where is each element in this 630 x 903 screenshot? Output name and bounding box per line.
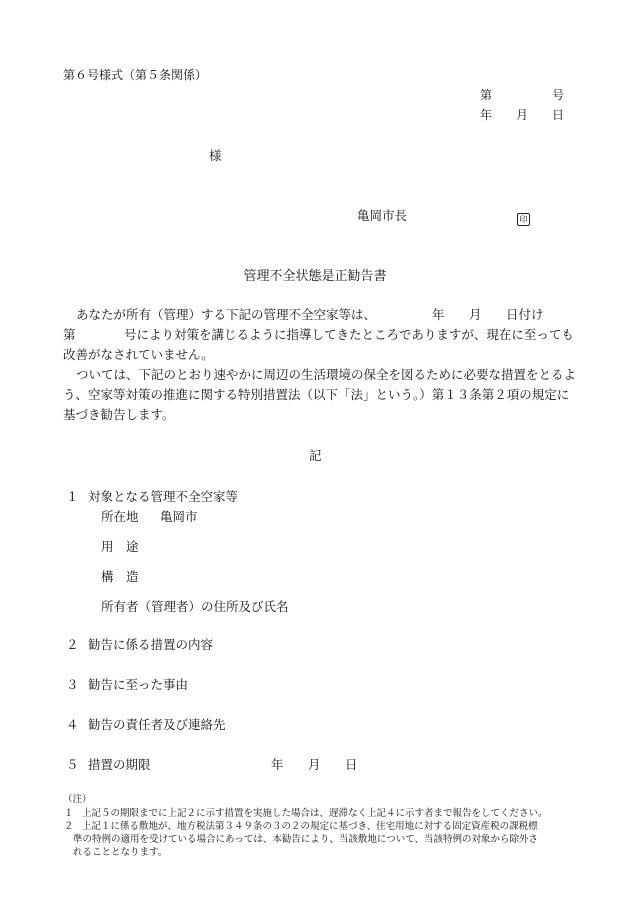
- location-label: 所在地: [101, 509, 139, 524]
- item1-label: 対象となる管理不全空家等: [88, 489, 239, 504]
- document-title: 管理不全状態是正勧告書: [243, 269, 387, 284]
- note1-num: １: [64, 808, 74, 819]
- body-line4: ついては、下記のとおり速やかに周辺の生活環境の保全を図るために必要な措置をとるよ: [76, 367, 577, 382]
- ki-heading: 記: [309, 448, 322, 463]
- body-line6: 基づき勧告します。: [63, 407, 175, 422]
- body-line1: あなたが所有（管理）する下記の管理不全空家等は、: [76, 307, 377, 322]
- form-label: 第６号様式（第５条関係）: [63, 68, 208, 82]
- item5-label: 措置の期限: [88, 757, 151, 772]
- owner-label: 所有者（管理者）の住所及び氏名: [101, 599, 289, 614]
- number-prefix: 第: [480, 88, 493, 102]
- recipient-honorific: 様: [209, 148, 222, 163]
- item2-num: ２: [66, 637, 79, 652]
- note1-text: 上記５の期限までに上記２に示す措置を実施した場合は、遅滞なく上記４に示す者まで報告をしてください。: [82, 808, 548, 819]
- note2-text-a: 上記１に係る敷地が、地方税法第３４９条の３の２の規定に基づき、住宅用地に対する固定資産税の課税標: [82, 821, 538, 832]
- body-line5: う、空家等対策の推進に関する特別措置法（以下「法」という。）第１３条第２項の規定に: [63, 387, 570, 402]
- item1-num: １: [66, 489, 79, 504]
- number-suffix: 号: [552, 88, 565, 102]
- item5-day: 日: [345, 757, 358, 772]
- item5-month: 月: [308, 757, 321, 772]
- note2-text-c: れることとなります。: [73, 847, 168, 858]
- date-day: 日: [552, 108, 565, 122]
- date-month: 月: [516, 108, 529, 122]
- body-line2: 号により対策を講じるように指導してきたところでありますが、現在に至っても: [124, 327, 574, 342]
- body-line2-prefix: 第: [63, 327, 76, 342]
- item4-label: 勧告の責任者及び連絡先: [88, 717, 226, 732]
- sender-name: 亀岡市長: [357, 208, 408, 223]
- body-line1-month: 月: [469, 307, 482, 322]
- item5-year: 年: [271, 757, 284, 772]
- body-line3: 改善がなされていません。: [63, 347, 214, 362]
- notes-heading: （注）: [63, 794, 92, 805]
- use-label: 用 途: [101, 539, 139, 554]
- note2-num: ２: [64, 821, 74, 832]
- body-line1-dated: 日付け: [506, 307, 544, 322]
- seal-icon: [517, 207, 530, 226]
- body-line1-year: 年: [432, 307, 445, 322]
- item5-num: ５: [66, 757, 79, 772]
- date-year: 年: [480, 108, 493, 122]
- seal-mark: 印: [517, 213, 530, 226]
- note2-text-b: 準の特例の適用を受けている場合にあっては、本勧告により、当該敷地について、当該特例の対象から除外さ: [73, 834, 539, 845]
- structure-label: 構 造: [101, 569, 139, 584]
- location-value: 亀岡市: [160, 509, 198, 524]
- item3-label: 勧告に至った事由: [88, 677, 189, 692]
- item2-label: 勧告に係る措置の内容: [88, 637, 214, 652]
- item4-num: ４: [66, 717, 79, 732]
- item3-num: ３: [66, 677, 79, 692]
